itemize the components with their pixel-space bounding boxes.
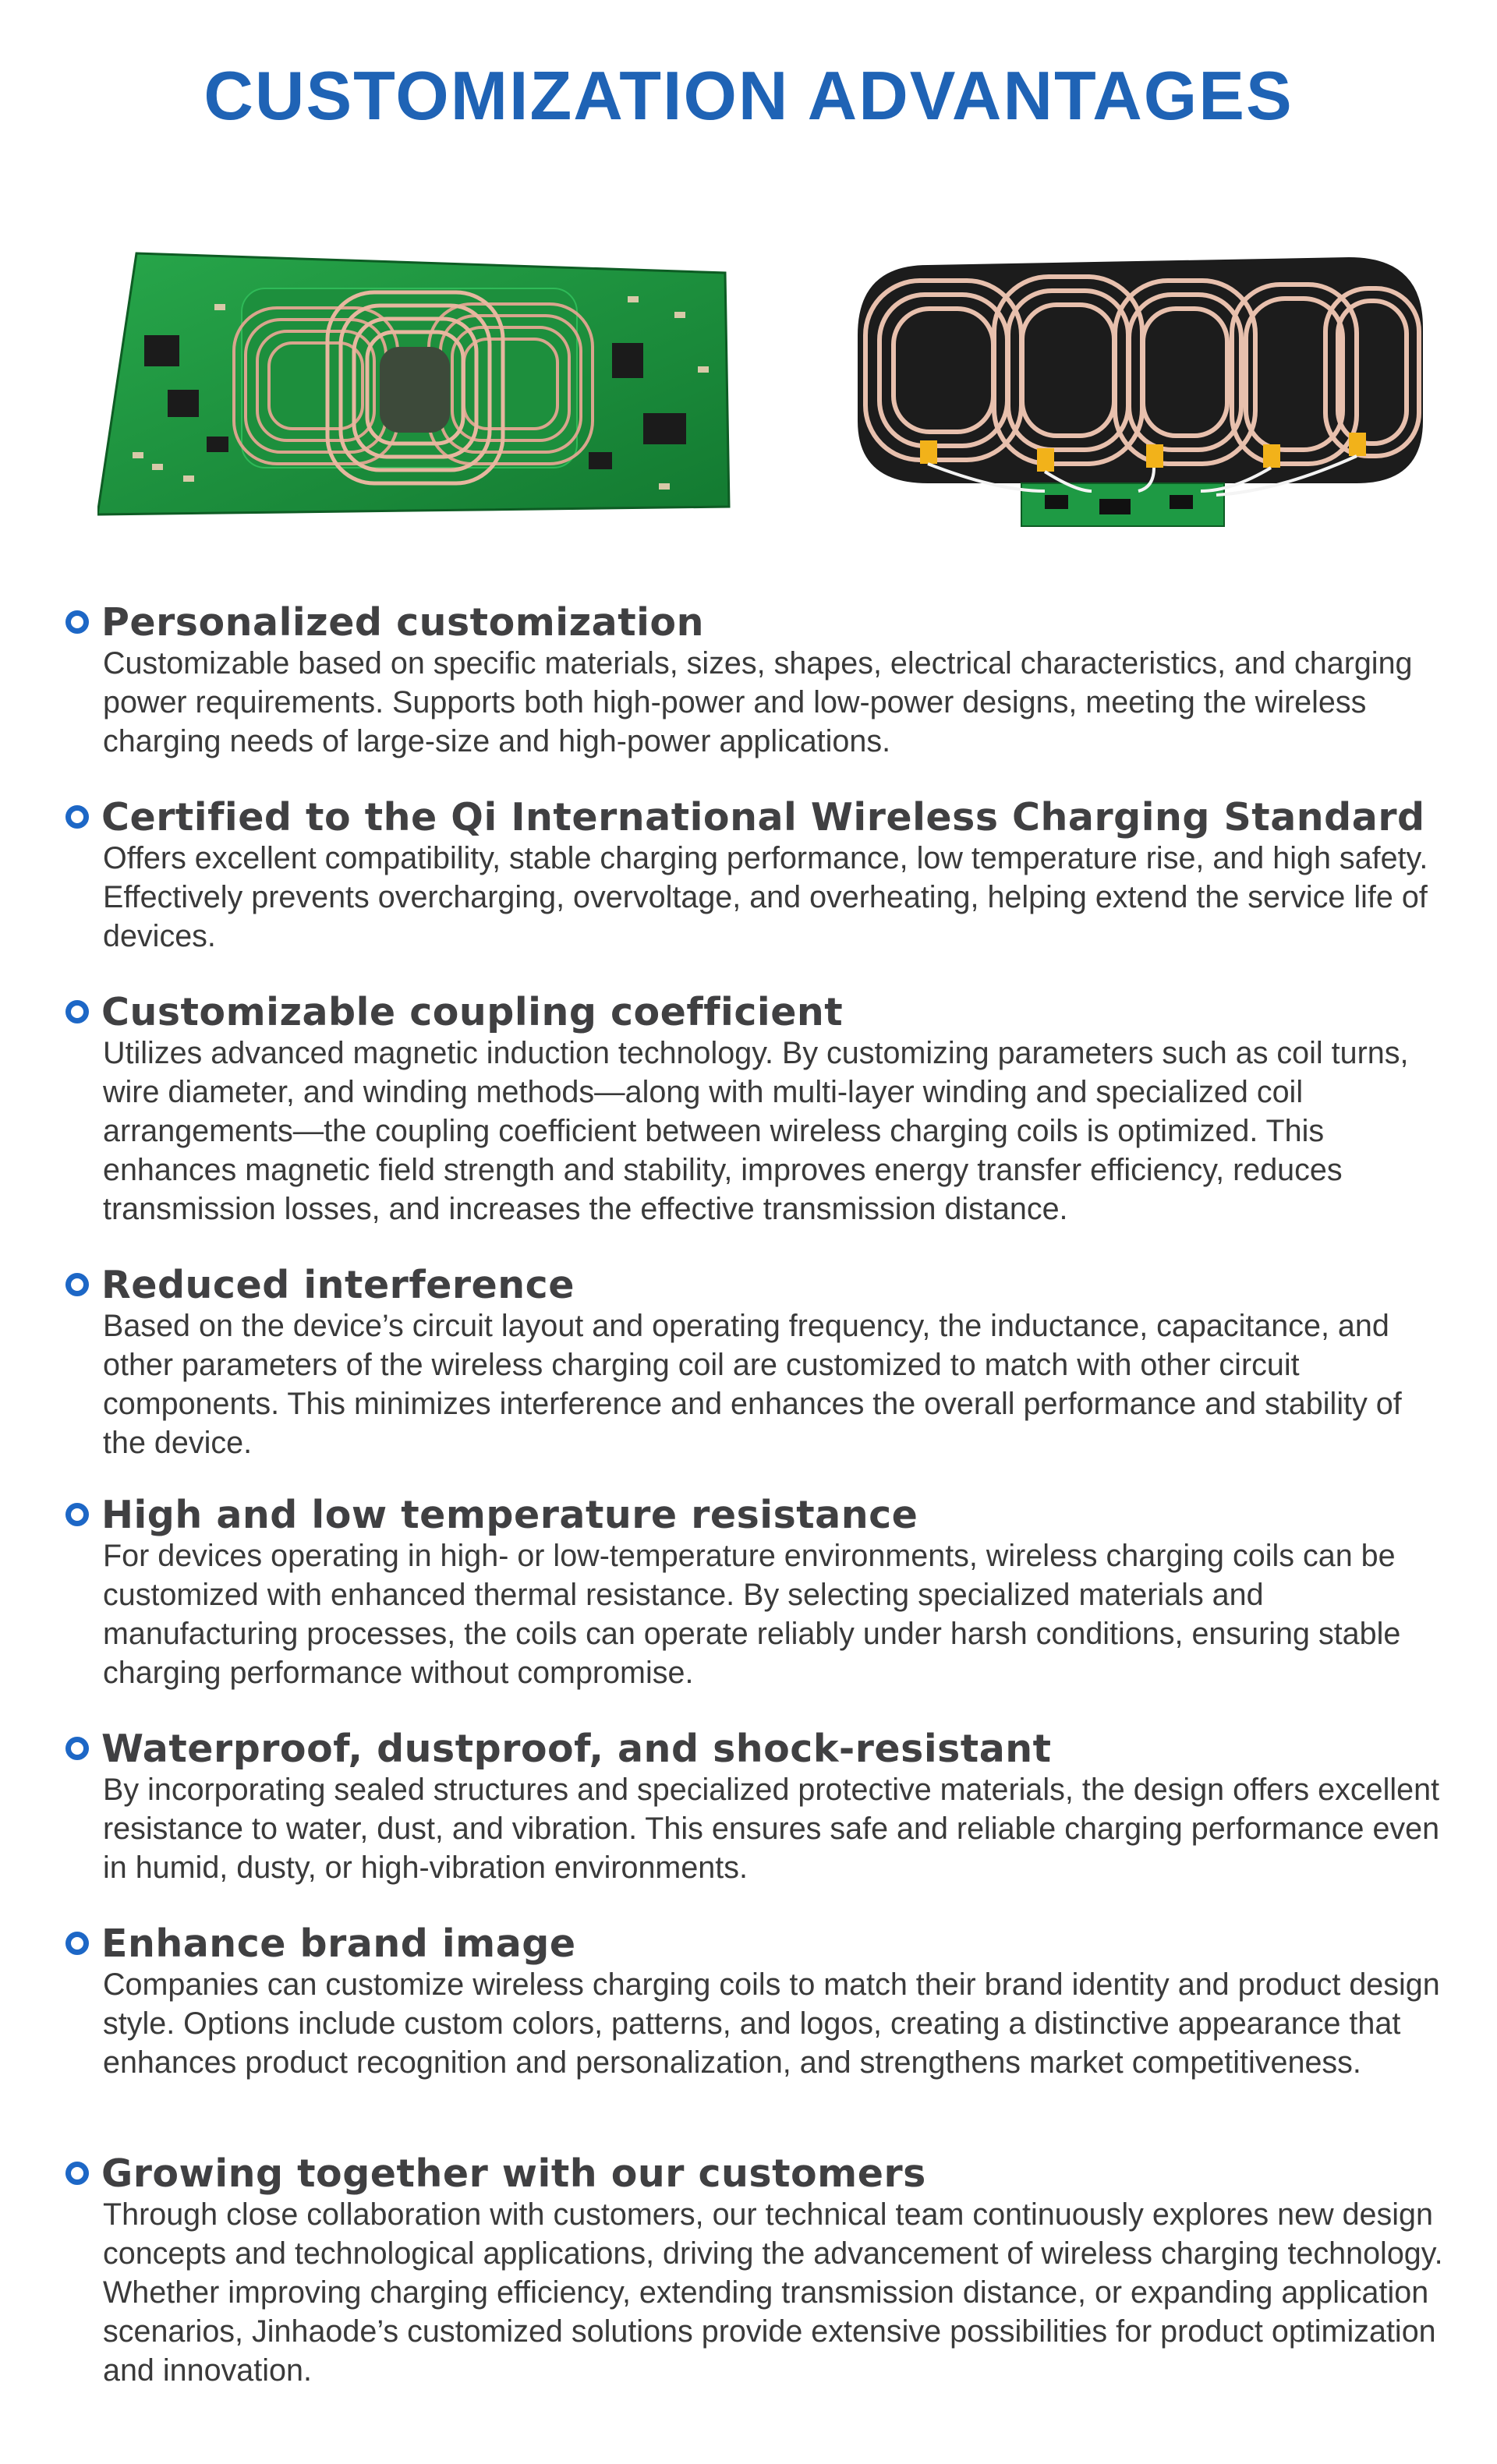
section-body: Offers excellent compatibility, stable charging performance, low temperature rise, and high safety. Effectively prevents overcharging, overvoltage, and overheating, helping extend the service life of devices. [103,841,1428,953]
ring-bullet-icon [65,1000,89,1023]
section-heading: Personalized customization [101,600,704,645]
ring-bullet-icon [65,1932,89,1955]
ring-bullet-icon [65,1503,89,1526]
section-heading: Certified to the Qi International Wireless Charging Standard [101,795,1425,840]
section-body: Utilizes advanced magnetic induction technology. By customizing parameters such as coil turns, wire diameter, and winding methods—along with multi-layer winding and specialized coil arrangements—the coupling coefficient between wireless charging coils is optimized. This enhances magnetic field strength and stability, improves energy transfer efficiency, reduces transmission losses, and increases the effective transmission distance. [103,1036,1409,1226]
pcb-triple-coil-board-image [97,249,745,522]
section-body: Companies can customize wireless charging coils to match their brand identity and product design style. Options include custom colors, patterns, and logos, creating a distinctive appearance that enhances product recognition and personalization, and strengthens market competitiveness. [103,1967,1440,2080]
section-heading: Customizable coupling coefficient [101,990,844,1034]
section-heading: Growing together with our customers [101,2151,926,2196]
section-heading: High and low temperature resistance [101,1493,918,1537]
page-title: CUSTOMIZATION ADVANTAGES [203,57,1294,134]
section-body: Customizable based on specific materials, sizes, shapes, electrical characteristics, and charging power requirements. Supports both high-power and low-power designs, meeting the wireless charging needs of large-size and high-power applications. [103,646,1413,758]
section-heading: Enhance brand image [101,1921,576,1966]
ring-bullet-icon [65,2162,89,2185]
ring-bullet-icon [65,1737,89,1760]
ring-bullet-icon [65,1273,89,1296]
section-body: For devices operating in high- or low-temperature environments, wireless charging coils can be customized with enhanced thermal resistance. By selecting specialized materials and manufacturing processes, the coils can operate reliably under harsh conditions, ensuring stable charging performance without compromise. [103,1539,1401,1690]
section-body: Based on the device’s circuit layout and operating frequency, the inductance, capacitance, and other parameters of the wireless charging coil are customized to match with other circuit components. This minimizes interference and enhances the overall performance and stability of the device. [103,1309,1402,1460]
ring-bullet-icon [65,610,89,634]
section-heading: Waterproof, dustproof, and shock-resistant [101,1727,1052,1771]
section-body: Through close collaboration with customers, our technical team continuously explores new design concepts and technological applications, driving the advancement of wireless charging technology. Whether improving charging efficiency, extending transmission distance, or expanding application scenarios, Jinhaode’s customized solutions provide extensive possibilities for product optimization and innovation. [103,2197,1443,2388]
five-coil-array-module-image [842,234,1435,538]
section-heading: Reduced interference [101,1263,575,1307]
section-body: By incorporating sealed structures and specialized protective materials, the design offers excellent resistance to water, dust, and vibration. This ensures safe and reliable charging performance even in humid, dusty, or high-vibration environments. [103,1773,1440,1885]
ring-bullet-icon [65,805,89,829]
